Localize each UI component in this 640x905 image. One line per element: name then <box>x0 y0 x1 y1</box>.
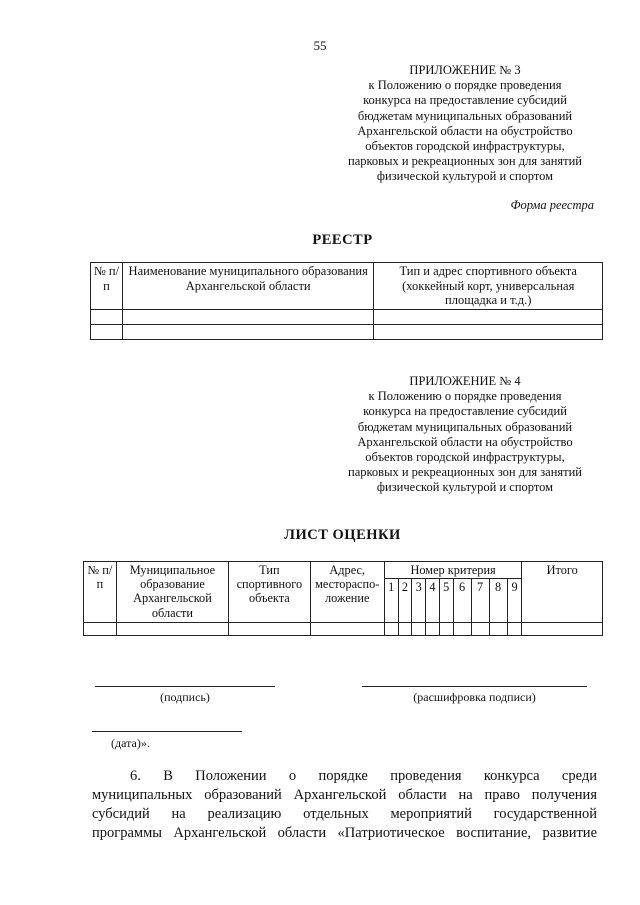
eval-header-num: № п/п <box>84 562 117 623</box>
criterion-number: 4 <box>426 579 440 623</box>
paragraph-line: программы Архангельской области «Патриотическое воспитание, развитие <box>92 825 597 841</box>
transcript-line <box>362 686 587 687</box>
criterion-number: 6 <box>453 579 471 623</box>
appendix-3-line: Архангельской области на обустройство <box>357 123 573 138</box>
eval-header-municipality: Муниципальное образование Архангельской области <box>116 562 228 623</box>
appendix-4-title: ПРИЛОЖЕНИЕ № 4 <box>409 374 521 388</box>
criterion-number: 9 <box>507 579 522 623</box>
signature-line <box>95 686 275 687</box>
registry-header-object: Тип и адрес спортивного объекта (хоккейный корт, универсальная площадка и т.д.) <box>374 263 603 310</box>
appendix-3-line: физической культурой и спортом <box>376 169 554 184</box>
appendix-3-line: бюджетам муниципальных образований <box>357 108 573 123</box>
appendix-3-line: парковых и рекреационных зон для занятий <box>348 154 582 169</box>
criterion-number: 8 <box>489 579 507 623</box>
criterion-number: 2 <box>398 579 412 623</box>
paragraph-line: субсидий на реализацию отдельных мероприятий государственной <box>92 806 597 822</box>
evaluation-title: ЛИСТ ОЦЕНКИ <box>284 527 401 543</box>
criterion-number: 1 <box>384 579 398 623</box>
table-row <box>84 623 603 636</box>
appendix-4-header <box>330 374 600 496</box>
date-line <box>92 731 242 732</box>
transcript-label: (расшифровка подписи) <box>413 690 536 704</box>
appendix-3-line: к Положению о порядке проведения <box>368 78 562 93</box>
eval-header-address: Адрес, местораспо-ложение <box>310 562 384 623</box>
appendix-3-line: объектов городской инфраструктуры, <box>365 139 565 154</box>
appendix-4-line: к Положению о порядке проведения <box>368 389 562 404</box>
registry-table <box>90 262 603 340</box>
appendix-3-line: конкурса на предоставление субсидий <box>363 93 567 108</box>
signature-label: (подпись) <box>160 690 210 704</box>
eval-header-criteria: Номер критерия <box>384 562 522 579</box>
eval-header-total: Итого <box>522 562 603 623</box>
form-name: Форма реестра <box>510 198 594 212</box>
appendix-4-line: конкурса на предоставление субсидий <box>363 404 567 419</box>
appendix-4-line: Архангельской области на обустройство <box>357 434 573 449</box>
appendix-4-line: бюджетам муниципальных образований <box>357 419 573 434</box>
appendix-3-header <box>330 63 600 185</box>
appendix-4-line: парковых и рекреационных зон для занятий <box>348 465 582 480</box>
date-label: (дата)». <box>111 736 150 750</box>
table-row <box>91 325 603 340</box>
criterion-number: 7 <box>471 579 489 623</box>
table-row <box>91 310 603 325</box>
eval-header-type: Тип спортивного объекта <box>229 562 311 623</box>
registry-header-municipality: Наименование муниципального образования Архангельской области <box>122 263 374 310</box>
appendix-4-line: объектов городской инфраструктуры, <box>365 450 565 465</box>
registry-header-num: № п/п <box>91 263 123 310</box>
criterion-number: 5 <box>439 579 453 623</box>
criterion-number: 3 <box>412 579 426 623</box>
appendix-3-title: ПРИЛОЖЕНИЕ № 3 <box>409 63 521 77</box>
paragraph-line: 6. В Положении о порядке проведения конкурса среди <box>130 768 597 784</box>
registry-title: РЕЕСТР <box>312 232 373 248</box>
paragraph-6 <box>92 767 597 843</box>
paragraph-line: муниципальных образований Архангельской области на право получения <box>92 787 597 803</box>
page-number: 55 <box>313 38 327 53</box>
appendix-4-line: физической культурой и спортом <box>376 480 554 495</box>
evaluation-table <box>83 561 603 636</box>
